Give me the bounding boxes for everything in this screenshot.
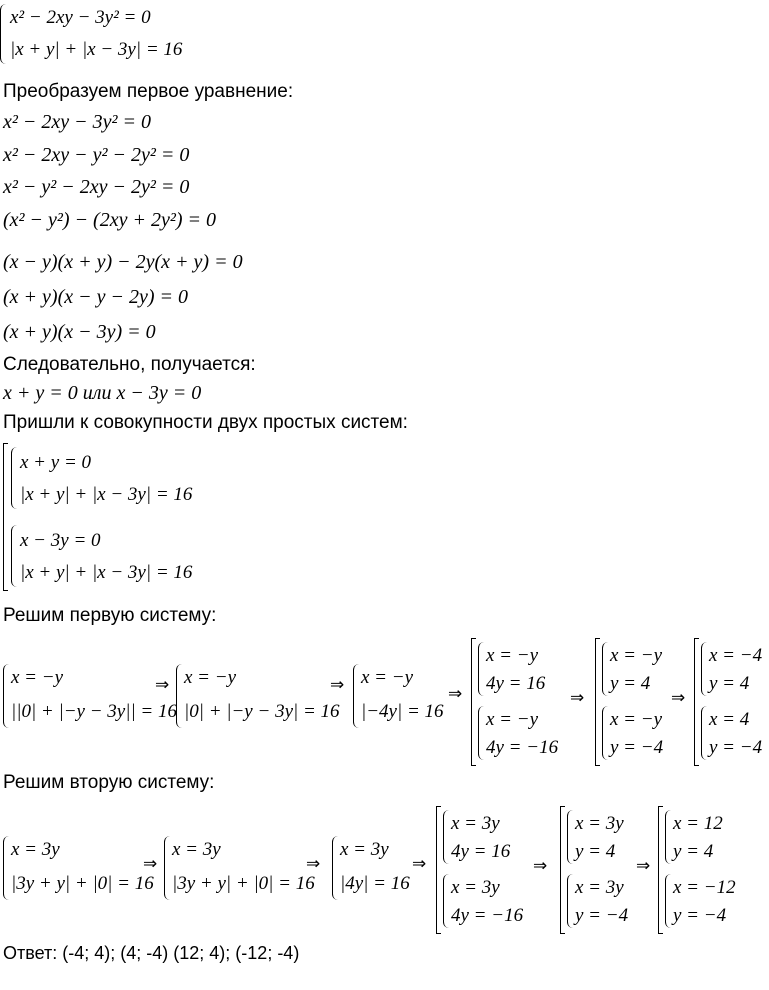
- equation: x = −y: [610, 709, 663, 730]
- system: [478, 706, 568, 760]
- equation: x + y = 0: [20, 452, 92, 473]
- equation: ||0| + |−y − 3y|| = 16: [11, 701, 177, 722]
- system-brace: [602, 706, 610, 760]
- system: [11, 447, 201, 509]
- transform-step: (x + y)(x − 3y) = 0: [3, 321, 156, 343]
- equation: x = −12: [673, 877, 736, 898]
- system-brace: [701, 706, 709, 760]
- system: [3, 836, 154, 900]
- transform-step: x² − 2xy − 3y² = 0: [3, 111, 151, 133]
- equation: y = 4: [673, 841, 714, 862]
- equation: 4y = 16: [451, 841, 511, 862]
- system-brace: [11, 525, 19, 587]
- system-brace: [332, 836, 340, 900]
- equation: x = 3y: [451, 877, 500, 898]
- implies-arrow: ⇒: [636, 856, 651, 876]
- system-brace: [164, 836, 172, 900]
- system-brace: [3, 664, 11, 728]
- system: [3, 664, 177, 728]
- system-brace: [567, 810, 575, 864]
- section-heading: Решим вторую систему:: [3, 772, 215, 793]
- equation: |x + y| + |x − 3y| = 16: [20, 562, 193, 583]
- collection: [3, 443, 213, 591]
- collection: [471, 638, 571, 766]
- equation: x = 3y: [451, 813, 500, 834]
- equation: |0| + |−y − 3y| = 16: [184, 701, 340, 722]
- system: [353, 664, 445, 728]
- collection: [658, 806, 748, 934]
- equation: 4y = −16: [486, 737, 559, 758]
- equation: y = 4: [575, 841, 616, 862]
- system: [602, 706, 678, 760]
- equation: x = −y: [184, 667, 237, 688]
- equation: x = −y: [486, 645, 539, 666]
- system-brace: [0, 4, 8, 64]
- system: [567, 874, 643, 928]
- equation: x = 4: [709, 709, 750, 730]
- equation: 4y = −16: [451, 905, 524, 926]
- system: [567, 810, 643, 864]
- equation: x = 3y: [172, 839, 221, 860]
- equation: x² − 2xy − 3y² = 0: [10, 7, 151, 28]
- consequence-line: x + y = 0 или x − 3y = 0: [3, 382, 202, 404]
- system: [164, 836, 315, 900]
- equation: y = −4: [610, 737, 664, 758]
- system: [665, 810, 745, 864]
- system: [478, 642, 568, 696]
- implies-arrow: ⇒: [448, 684, 463, 704]
- equation: y = −4: [575, 905, 629, 926]
- implies-arrow: ⇒: [143, 854, 158, 874]
- system-brace: [478, 642, 486, 696]
- system: [332, 836, 412, 900]
- transform-step: (x + y)(x − y − 2y) = 0: [3, 286, 189, 308]
- equation: |3y + y| + |0| = 16: [172, 873, 315, 894]
- section-heading: Пришли к совокупности двух простых систем:: [3, 412, 408, 433]
- equation: x = −y: [361, 667, 414, 688]
- equation: x = −y: [11, 667, 64, 688]
- equation: 4y = 16: [486, 673, 546, 694]
- implies-arrow: ⇒: [155, 675, 170, 695]
- equation: |x + y| + |x − 3y| = 16: [20, 484, 193, 505]
- section-heading: Преобразуем первое уравнение:: [3, 81, 294, 102]
- system-brace: [3, 836, 11, 900]
- system-brace: [665, 874, 673, 928]
- system: [701, 642, 767, 696]
- equation: |−4y| = 16: [361, 701, 444, 722]
- system-brace: [443, 810, 451, 864]
- system: [443, 810, 533, 864]
- system: [602, 642, 678, 696]
- section-heading: Следовательно, получается:: [3, 354, 256, 375]
- system-brace: [602, 642, 610, 696]
- equation: |3y + y| + |0| = 16: [11, 873, 154, 894]
- transform-step: (x² − y²) − (2xy + 2y²) = 0: [3, 209, 216, 231]
- system-brace: [665, 810, 673, 864]
- system: [176, 664, 340, 728]
- equation: x = 3y: [575, 877, 624, 898]
- equation: x = 3y: [11, 839, 60, 860]
- system-brace: [11, 447, 19, 509]
- equation: y = 4: [610, 673, 651, 694]
- transform-step: x² − 2xy − y² − 2y² = 0: [3, 144, 190, 166]
- transform-step: x² − y² − 2xy − 2y² = 0: [3, 176, 190, 198]
- system-brace: [176, 664, 184, 728]
- system-brace: [567, 874, 575, 928]
- collection-bracket: [658, 806, 663, 934]
- equation: |4y| = 16: [340, 873, 410, 894]
- implies-arrow: ⇒: [330, 675, 345, 695]
- system: [11, 525, 201, 587]
- equation: |x + y| + |x − 3y| = 16: [10, 39, 183, 60]
- original-system: [0, 4, 200, 64]
- collection: [595, 638, 681, 766]
- collection-bracket: [694, 638, 699, 766]
- implies-arrow: ⇒: [306, 854, 321, 874]
- collection-bracket: [595, 638, 600, 766]
- section-heading: Решим первую систему:: [3, 605, 217, 626]
- equation: x = −4: [709, 645, 763, 666]
- collection: [560, 806, 646, 934]
- answer-line: Ответ: (-4; 4); (4; -4) (12; 4); (-12; -4): [3, 943, 300, 963]
- system: [443, 874, 533, 928]
- collection-bracket: [436, 806, 441, 934]
- system-brace: [701, 642, 709, 696]
- equation: x = 3y: [575, 813, 624, 834]
- collection-bracket: [3, 443, 8, 591]
- equation: x = −y: [486, 709, 539, 730]
- equation: y = −4: [673, 905, 727, 926]
- system: [665, 874, 745, 928]
- equation: x − 3y = 0: [20, 530, 101, 551]
- system-brace: [443, 874, 451, 928]
- equation: y = 4: [709, 673, 750, 694]
- system-brace: [353, 664, 361, 728]
- system-brace: [478, 706, 486, 760]
- collection: [694, 638, 768, 766]
- transform-step: (x − y)(x + y) − 2y(x + y) = 0: [3, 251, 243, 273]
- equation: x = 12: [673, 813, 723, 834]
- equation: x = 3y: [340, 839, 389, 860]
- equation: y = −4: [709, 737, 763, 758]
- implies-arrow: ⇒: [671, 688, 686, 708]
- system: [701, 706, 767, 760]
- collection-bracket: [471, 638, 476, 766]
- collection-bracket: [560, 806, 565, 934]
- implies-arrow: ⇒: [570, 688, 585, 708]
- equation: x = −y: [610, 645, 663, 666]
- implies-arrow: ⇒: [412, 854, 427, 874]
- collection: [436, 806, 536, 934]
- implies-arrow: ⇒: [533, 856, 548, 876]
